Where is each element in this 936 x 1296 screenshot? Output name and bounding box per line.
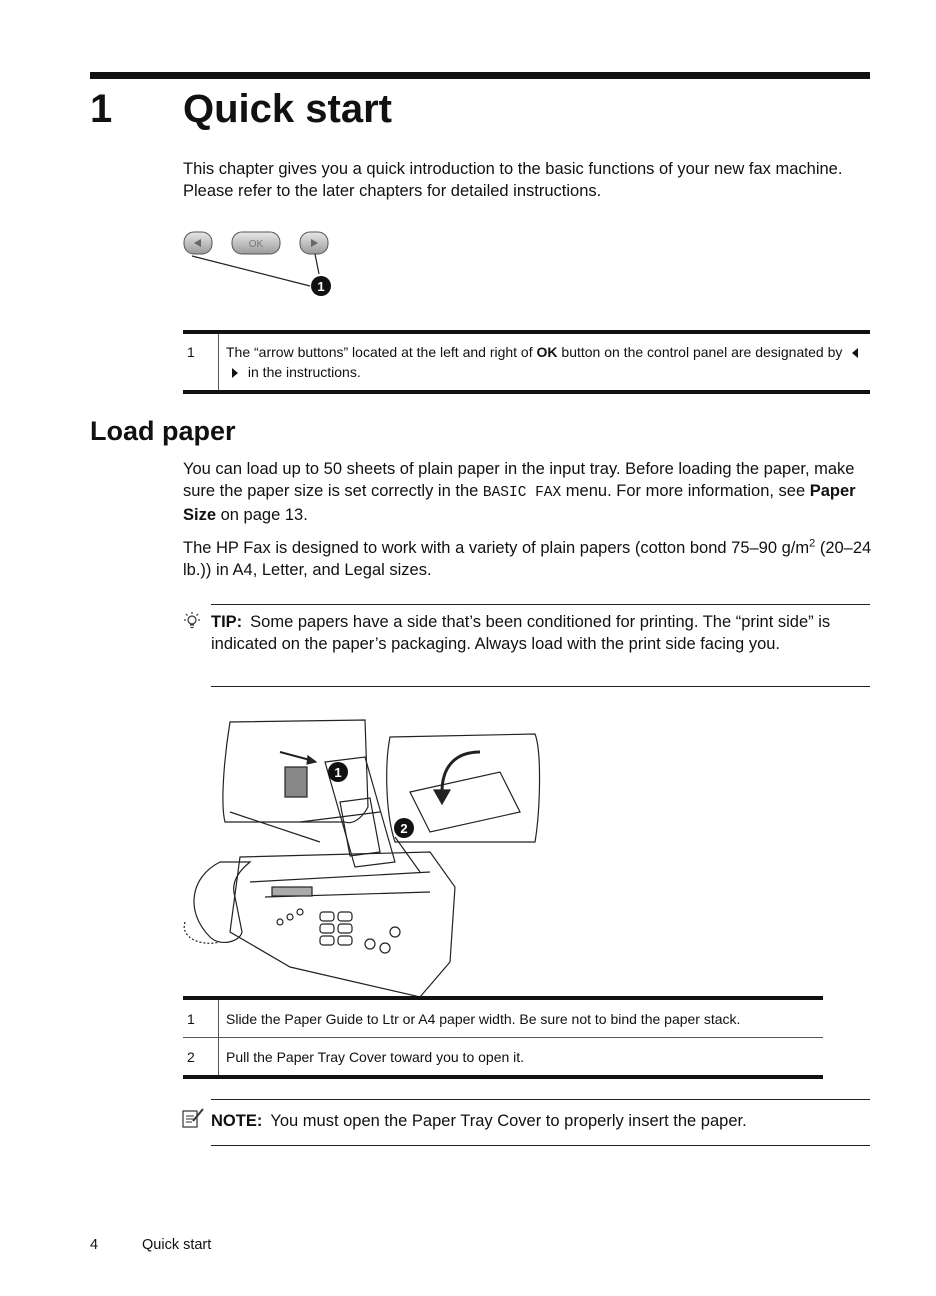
left-triangle-icon — [852, 348, 858, 358]
callout-1-icon — [311, 276, 331, 296]
footer-page-number: 4 — [90, 1237, 99, 1253]
chapter-rule — [90, 72, 870, 79]
figure2-callout-1: 1 — [334, 765, 342, 780]
tip-text: TIP: Some papers have a side that’s been conditioned for printing. The “print side” is indicated on the paper’s packaging. Always load with the print side facing you. — [211, 613, 831, 653]
keypad-icon — [277, 909, 400, 953]
note-rule-top — [211, 1099, 870, 1100]
intro-paragraph: This chapter gives you a quick introduction to the basic functions of your new fax machine. Please refer to the later chapters for detailed instructions. — [183, 160, 843, 200]
chapter-title: Quick start — [183, 87, 392, 131]
paper-size-link[interactable]: Paper Size — [183, 482, 856, 524]
ok-button-label: OK — [248, 239, 264, 250]
callout-1-icon — [328, 762, 348, 782]
chapter-number: 1 — [90, 87, 113, 131]
load-paper-paragraph: You can load up to 50 sheets of plain paper in the input tray. Before loading the paper, make sure the paper size is set correctly in the BASIC FAX menu. For more information, see Paper Size on page 13. — [183, 460, 856, 524]
row-description: Slide the Paper Guide to Ltr or A4 paper width. Be sure not to bind the paper stack. — [226, 1011, 741, 1027]
row-number: 2 — [183, 1038, 219, 1075]
load-paper-steps-table — [183, 996, 823, 1079]
ok-button-icon — [232, 232, 280, 254]
left-arrow-button-icon — [184, 232, 212, 254]
footer-chapter-title: Quick start — [142, 1237, 212, 1253]
note-rule-bottom — [211, 1145, 870, 1146]
row-description: The “arrow buttons” located at the left and right of OK button on the control panel are designated by in the instructions. — [219, 334, 870, 390]
paper-types-paragraph: The HP Fax is designed to work with a variety of plain papers (cotton bond 75–90 $g/m^2$ (20–24 lb.)) in A4, Letter, and Legal sizes. — [183, 537, 872, 579]
table-row — [183, 1037, 823, 1075]
tip-label: TIP: — [211, 613, 243, 631]
row-description: Pull the Paper Tray Cover toward you to open it. — [226, 1049, 525, 1065]
section-title: Load paper — [90, 416, 236, 446]
note-pencil-icon — [181, 1107, 205, 1129]
lightbulb-icon — [181, 611, 203, 633]
note-label: NOTE: — [211, 1112, 263, 1130]
figure1-callout: 1 — [317, 279, 325, 294]
row-number: 1 — [183, 1000, 219, 1037]
right-triangle-icon — [232, 368, 238, 378]
fax-machine-figure — [180, 712, 560, 1002]
row-number: 1 — [183, 334, 219, 390]
table-row — [183, 1000, 823, 1037]
callout-2-icon — [394, 818, 414, 838]
figure2-callout-2: 2 — [400, 821, 408, 836]
menu-name: BASIC FAX — [482, 485, 562, 501]
right-arrow-button-icon — [300, 232, 328, 254]
tip-rule-bottom — [211, 686, 870, 687]
paper-guide-icon — [280, 752, 316, 797]
table-row — [183, 334, 870, 390]
control-panel-buttons-figure — [180, 226, 350, 306]
note-text: NOTE: You must open the Paper Tray Cover to properly insert the paper. — [211, 1112, 747, 1130]
tip-rule-top — [211, 604, 870, 605]
arrow-buttons-table — [183, 330, 870, 394]
